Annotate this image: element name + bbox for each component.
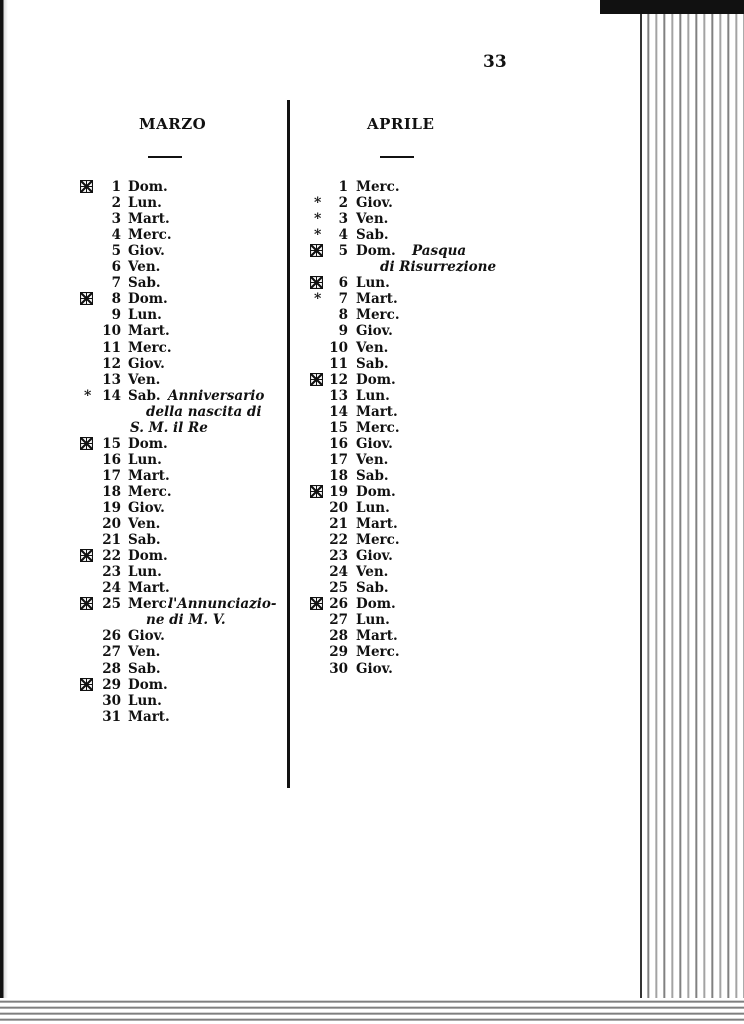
day-number: 16	[329, 435, 348, 452]
weekday-abbrev: Mart.	[356, 403, 398, 420]
weekday-abbrev: Dom.	[356, 483, 396, 500]
aprile-row	[0, 500, 390, 516]
weekday-abbrev: Ven.	[128, 259, 161, 276]
feast-note: di Risurrezione	[380, 259, 497, 276]
page-stack-edge-right	[634, 0, 744, 1024]
aprile-row	[0, 243, 467, 260]
weekday-abbrev: Ven.	[128, 644, 161, 661]
weekday-abbrev: Merc.	[128, 596, 172, 613]
day-number: 25	[102, 596, 121, 613]
day-number: 24	[102, 580, 121, 597]
weekday-abbrev: Mart.	[128, 467, 170, 484]
weekday-abbrev: Lun.	[356, 387, 390, 404]
weekday-abbrev: Mart.	[128, 708, 170, 725]
day-number: 23	[102, 564, 121, 581]
day-number: 29	[329, 644, 348, 661]
aprile-row	[0, 323, 393, 340]
day-number: 28	[102, 660, 121, 677]
aprile-row	[0, 275, 390, 292]
cross-mark-icon	[310, 373, 323, 386]
weekday-abbrev: Sab.	[356, 227, 389, 244]
aprile-row	[0, 387, 390, 404]
day-number: 14	[329, 403, 348, 420]
weekday-abbrev: Merc.	[356, 179, 400, 195]
weekday-abbrev: Ven.	[356, 564, 389, 581]
weekday-abbrev: Lun.	[356, 612, 390, 629]
weekday-abbrev: Giov.	[128, 628, 165, 645]
day-number: 20	[102, 516, 121, 533]
day-number: 1	[111, 179, 121, 195]
weekday-abbrev: Merc.	[356, 532, 400, 549]
asterisk-mark-icon: *	[314, 195, 322, 212]
day-number: 12	[329, 371, 348, 388]
aprile-row	[0, 596, 396, 613]
weekday-abbrev: Lun.	[128, 451, 162, 468]
feast-note: della nascita di	[146, 403, 262, 420]
weekday-abbrev: Lun.	[128, 564, 162, 581]
aprile-row	[0, 628, 398, 645]
day-number: 23	[329, 548, 348, 565]
weekday-abbrev: Dom.	[128, 179, 168, 195]
day-number: 19	[102, 500, 121, 516]
weekday-abbrev: Ven.	[128, 516, 161, 533]
marzo-row	[0, 693, 300, 709]
aprile-row	[0, 548, 393, 565]
aprile-row	[0, 339, 389, 356]
day-number: 3	[111, 211, 121, 228]
weekday-abbrev: Dom.	[356, 596, 396, 613]
weekday-abbrev: Merc.	[356, 307, 400, 324]
weekday-abbrev: Giov.	[356, 435, 393, 452]
weekday-abbrev: Ven.	[356, 211, 389, 228]
marzo-heading: MARZO	[139, 115, 207, 133]
day-number: 22	[329, 532, 348, 549]
weekday-abbrev: Dom.	[356, 371, 396, 388]
aprile-row	[0, 612, 390, 629]
day-number: 8	[111, 291, 121, 308]
weekday-abbrev: Merc.	[128, 339, 172, 356]
day-number: 17	[329, 451, 348, 468]
day-number: 6	[111, 259, 121, 276]
day-number: 27	[329, 612, 348, 629]
page-number: 33	[483, 52, 507, 72]
aprile-row	[0, 307, 400, 324]
aprile-row	[0, 291, 398, 308]
day-number: 10	[102, 323, 121, 340]
weekday-abbrev: Dom.	[128, 676, 168, 693]
aprile-row	[0, 179, 400, 195]
weekday-abbrev: Lun.	[128, 307, 162, 324]
weekday-abbrev: Lun.	[128, 692, 162, 709]
marzo-heading-rule	[148, 156, 182, 158]
weekday-abbrev: Giov.	[356, 323, 393, 340]
aprile-heading: APRILE	[367, 115, 435, 133]
day-number: 1	[338, 179, 348, 195]
asterisk-mark-icon: *	[314, 227, 322, 244]
weekday-abbrev: Lun.	[356, 275, 390, 292]
weekday-abbrev: Giov.	[356, 195, 393, 212]
day-number: 30	[102, 692, 121, 709]
weekday-abbrev: Dom.	[128, 435, 168, 452]
weekday-abbrev: Lun.	[128, 195, 162, 212]
day-number: 9	[111, 307, 121, 324]
cross-mark-icon	[80, 678, 93, 691]
day-number: 14	[102, 387, 121, 404]
day-number: 31	[102, 708, 121, 725]
day-number: 20	[329, 500, 348, 516]
aprile-row	[0, 227, 389, 244]
aprile-row	[0, 467, 389, 484]
weekday-abbrev: Merc.	[356, 419, 400, 436]
weekday-abbrev: Giov.	[356, 548, 393, 565]
day-number: 18	[102, 483, 121, 500]
aprile-row	[0, 532, 400, 549]
weekday-abbrev: Mart.	[128, 211, 170, 228]
day-number: 7	[111, 275, 121, 292]
day-number: 8	[338, 307, 348, 324]
feast-note: l'Annunciazio-	[168, 596, 277, 613]
aprile-row	[0, 259, 497, 276]
day-number: 18	[329, 467, 348, 484]
weekday-abbrev: Dom.	[128, 548, 168, 565]
feast-note: S. M. il Re	[130, 419, 208, 436]
marzo-row	[0, 709, 300, 725]
day-number: 11	[102, 339, 121, 356]
day-number: 5	[338, 243, 348, 260]
day-number: 29	[102, 676, 121, 693]
weekday-abbrev: Mart.	[356, 516, 398, 533]
day-number: 3	[338, 211, 348, 228]
aprile-row	[0, 435, 393, 452]
aprile-heading-rule	[380, 156, 414, 158]
day-number: 4	[111, 227, 121, 244]
day-number: 26	[102, 628, 121, 645]
weekday-abbrev: Mart.	[356, 291, 398, 308]
weekday-abbrev: Mart.	[128, 323, 170, 340]
day-number: 7	[338, 291, 348, 308]
day-number: 6	[338, 275, 348, 292]
asterisk-mark-icon: *	[314, 211, 322, 228]
day-number: 2	[111, 195, 121, 212]
aprile-row	[0, 644, 400, 661]
day-number: 28	[329, 628, 348, 645]
weekday-abbrev: Giov.	[128, 243, 165, 260]
aprile-row	[0, 371, 396, 388]
aprile-row	[0, 564, 389, 581]
feast-note: Anniversario	[168, 387, 265, 404]
weekday-abbrev: Dom.	[128, 291, 168, 308]
day-number: 15	[102, 435, 121, 452]
day-number: 25	[329, 580, 348, 597]
weekday-abbrev: Ven.	[356, 339, 389, 356]
weekday-abbrev: Giov.	[356, 660, 393, 677]
weekday-abbrev: Sab.	[128, 532, 161, 549]
asterisk-mark-icon: *	[84, 387, 92, 404]
aprile-row	[0, 419, 400, 436]
day-number: 13	[329, 387, 348, 404]
aprile-row	[0, 195, 393, 212]
marzo-row	[0, 677, 300, 693]
weekday-abbrev: Merc.	[128, 483, 172, 500]
weekday-abbrev: Sab.	[356, 580, 389, 597]
page-stack-edge-bottom	[0, 998, 744, 1024]
day-number: 5	[111, 243, 121, 260]
day-number: 19	[329, 483, 348, 500]
cross-mark-icon	[310, 276, 323, 289]
cross-mark-icon	[310, 597, 323, 610]
aprile-row	[0, 211, 389, 228]
day-number: 21	[102, 532, 121, 549]
day-number: 9	[338, 323, 348, 340]
aprile-row	[0, 451, 389, 468]
feast-note: ne di M. V.	[146, 612, 226, 629]
weekday-abbrev: Lun.	[356, 500, 390, 516]
weekday-abbrev: Sab.	[128, 387, 161, 404]
weekday-abbrev: Merc.	[128, 227, 172, 244]
weekday-abbrev: Sab.	[356, 467, 389, 484]
weekday-abbrev: Sab.	[128, 660, 161, 677]
aprile-row	[0, 580, 389, 597]
weekday-abbrev: Sab.	[356, 355, 389, 372]
weekday-abbrev: Merc.	[356, 644, 400, 661]
asterisk-mark-icon: *	[314, 291, 322, 308]
page-stack-edge-top	[600, 0, 744, 14]
weekday-abbrev: Mart.	[356, 628, 398, 645]
cross-mark-icon	[310, 244, 323, 257]
day-number: 22	[102, 548, 121, 565]
day-number: 16	[102, 451, 121, 468]
day-number: 11	[329, 355, 348, 372]
day-number: 12	[102, 355, 121, 372]
weekday-abbrev: Ven.	[128, 371, 161, 388]
day-number: 2	[338, 195, 348, 212]
weekday-abbrev: Mart.	[128, 580, 170, 597]
day-number: 21	[329, 516, 348, 533]
day-number: 13	[102, 371, 121, 388]
day-number: 17	[102, 467, 121, 484]
weekday-abbrev: Ven.	[356, 451, 389, 468]
weekday-abbrev: Giov.	[128, 500, 165, 516]
weekday-abbrev: Dom.	[356, 243, 396, 260]
day-number: 10	[329, 339, 348, 356]
day-number: 24	[329, 564, 348, 581]
aprile-row	[0, 355, 389, 372]
weekday-abbrev: Giov.	[128, 355, 165, 372]
cross-mark-icon	[310, 485, 323, 498]
aprile-row	[0, 660, 393, 677]
day-number: 15	[329, 419, 348, 436]
day-number: 26	[329, 596, 348, 613]
day-number: 4	[338, 227, 348, 244]
feast-note: Pasqua	[412, 243, 467, 260]
day-number: 30	[329, 660, 348, 677]
weekday-abbrev: Sab.	[128, 275, 161, 292]
aprile-row	[0, 516, 398, 533]
aprile-row	[0, 403, 398, 420]
aprile-row	[0, 483, 396, 500]
day-number: 27	[102, 644, 121, 661]
